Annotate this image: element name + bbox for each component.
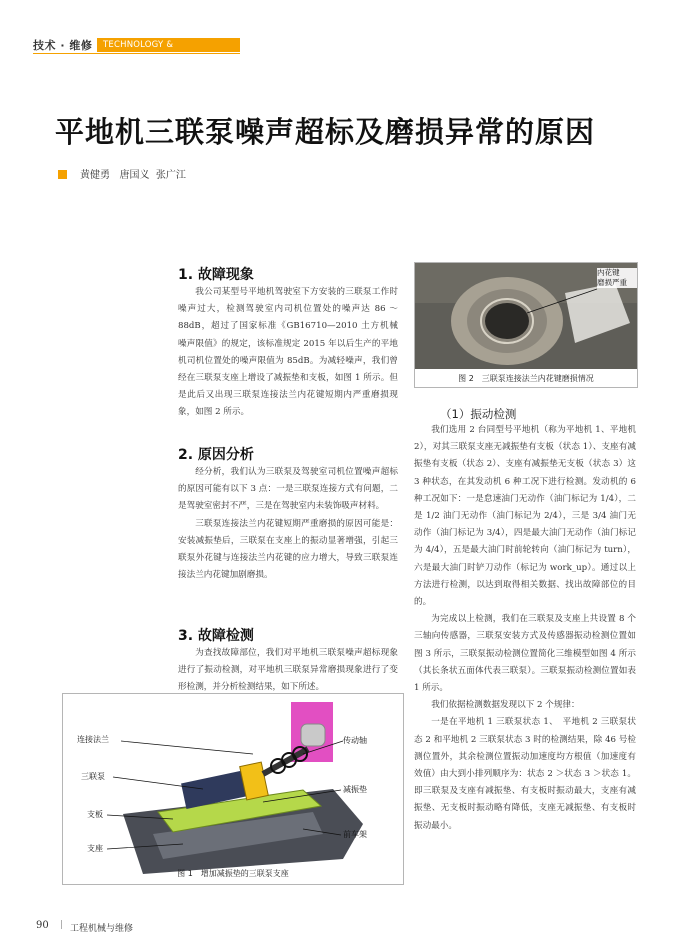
paragraph: 我们选用 2 台同型号平地机（称为平地机 1、平地机 2），对其三联泵支座无减振垫有支板（状态 1）、支座有减振垫有支板（状态 2）、支座有减振垫无支板（状态 3）这 3 种状态，在其发动机 6 种工况下进行检测。发动机的 6 种工况如下：一是怠速油门无动作（油门标记为 1/4），二是 1/2 油门无动作（油门标记为 2/4），三是 3/4 油门无动作（油门标记为 3/4），四是最大油门无动作（油门标记为 4/4），五是最大油门时前轮转向（油门标记为 turn），六是最大油门时铲刀动作（标记为 work_up）。通过以上方法进行检测，以达到取得相关数据、找出故障部位的目的。 [414, 425, 636, 608]
figure-1 [62, 693, 404, 885]
label-pump: 三联泵 [81, 772, 105, 781]
page-number: 90 [36, 920, 49, 931]
paragraph: 经分析，我们认为三联泵及驾驶室司机位置噪声超标的原因可能有以下 3 点：一是三联泵连接方式有问题，二是驾驶室密封不严，三是在驾驶室内未装饰吸声材料。 [178, 467, 398, 512]
label-frame: 前车架 [343, 830, 367, 839]
paragraph: 我公司某型号平地机驾驶室下方安装的三联泵工作时噪声过大，检测驾驶室内司机位置处的噪声达 86 ～ 88dB，超过了国家标准《GB16710—2010 土方机械 噪声限值》的规定，该标准规定 2015 年以后生产的平地机司机位置处的噪声限值为 85dB。为减轻噪声，我们曾经在三联泵支座上增设了减振垫和支板，如图 1 所示。但是此后又出现三联泵连接法兰内花键短期内严重磨损现象，如图 2 所示。 [178, 287, 407, 418]
paragraph: 一是在平地机 1 三联泵状态 1、 平地机 2 三联泵状态 2 和平地机 2 三联泵状态 3 时的检测结果，除 46 号检测位置外，其余检测位置振动加速度均方根值（加速度有效值）由大到小排列顺序为：状态 2 ＞状态 3 ＞状态 1。即三联泵及支座有减振垫、有支板时振动最大，支座有减振垫、无支板时振动略有降低，支座无减振垫、有支板时振动最小。 [414, 717, 636, 831]
footer-separator: | [60, 920, 64, 930]
section-underline [33, 53, 240, 54]
paragraph: 我们依据检测数据发现以下 2 个规律： [431, 700, 580, 711]
leader-line [121, 741, 253, 754]
paragraph: 三联泵连接法兰内花键短期严重磨损的原因可能是：安装减振垫后，三联泵在支座上的振动显著增强，引起三联泵外花键与连接法兰内花键的应力增大，导致三联泵连接法兰内花键加剧磨损。 [178, 518, 398, 581]
figure-2 [414, 262, 638, 388]
label-damper: 减振垫 [343, 785, 367, 794]
coupling [301, 724, 325, 746]
figure-2-caption: 图 2 三联泵连接法兰内花键磨损情况 [458, 374, 594, 383]
section-heading: 1. 故障现象 [178, 267, 254, 283]
label-shaft: 传动轴 [343, 736, 367, 745]
label-plate: 支板 [87, 810, 103, 819]
authors-marker [58, 170, 67, 179]
section-heading: 3. 故障检测 [178, 628, 254, 644]
label-flange: 连接法兰 [77, 735, 109, 744]
subsection-heading: （1）振动检测 [440, 407, 517, 421]
section-3 [178, 625, 398, 697]
section-1 [178, 264, 407, 422]
section-2 [178, 444, 398, 584]
section-3-1 [414, 406, 636, 835]
label-spline-worn: 内花键 磨损严重 [597, 268, 637, 288]
paragraph: 为查找故障部位，我们对平地机三联泵噪声超标现象进行了振动检测，对平地机三联泵异常磨损现象进行了变形检测，并分析检测结果，如下所述。 [178, 648, 398, 693]
section-label-en: TECHNOLOGY & MAINTENANCE [97, 38, 240, 52]
section-heading: 2. 原因分析 [178, 447, 254, 463]
article-title: 平地机三联泵噪声超标及磨损异常的原因 [55, 115, 596, 149]
spline-bore [485, 303, 529, 339]
journal-name: 工程机械与维修 [70, 924, 134, 934]
paragraph: 为完成以上检测，我们在三联泵及支座上共设置 8 个三轴向传感器，三联泵安装方式及传感器振动检测位置如图 3 所示，三联泵振动检测位置简化三维模型如图 4 所示（其长条状五面体代表三联泵）。三联泵振动检测位置如表 1 所示。 [414, 614, 636, 694]
section-label: 技术 · 维修 [33, 39, 93, 52]
label-seat: 支座 [87, 844, 103, 853]
figure-1-caption: 图 1 增加减振垫的三联泵支座 [177, 869, 289, 878]
authors: 黄健勇 唐国义 张广江 [80, 170, 186, 181]
